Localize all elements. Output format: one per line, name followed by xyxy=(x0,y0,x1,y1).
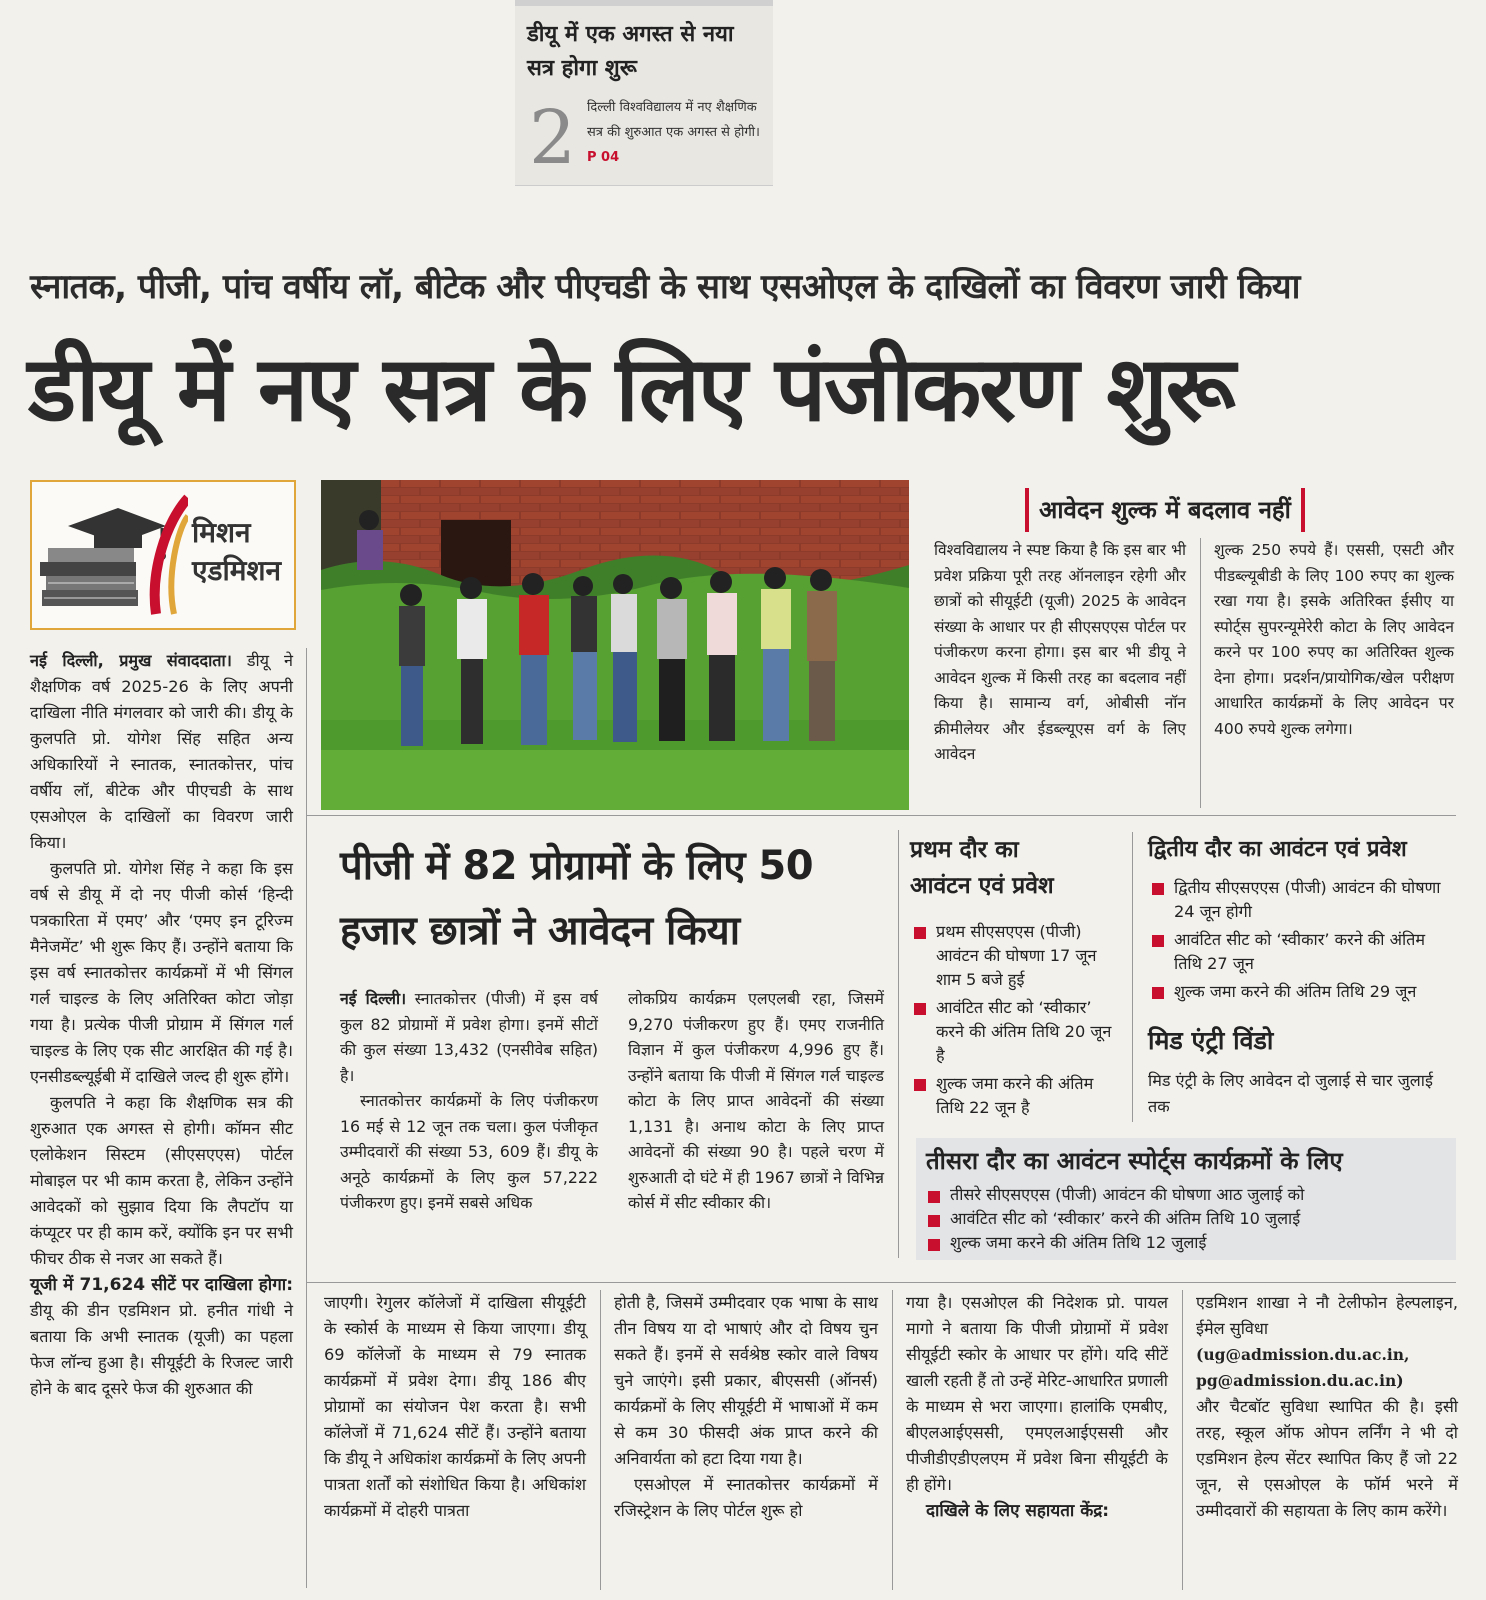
pg-article-col-1-text: स्नातकोत्तर (पीजी) में इस वर्ष कुल 82 प्रोग्रामों में प्रवेश होगा। इनमें सीटों की कुल संख्या 13,432 (एनसीवेब सहित) है। xyxy=(340,989,598,1085)
main-article-p4-text: डीयू की डीन एडमिशन प्रो. हनीत गांधी ने बताया कि अभी स्नातक (यूजी) का पहला फेज लॉन्च हुआ है। सीयूईटी के रिजल्ट जारी होने के बाद दूसरे फेज की शुरुआत की xyxy=(30,1301,293,1398)
teaser-top-bar xyxy=(515,0,773,6)
main-article-col-4 xyxy=(906,1290,1168,1524)
pg-article-col-1-p1 xyxy=(340,986,598,1088)
main-article-col-5-text-b: और चैटबॉट सुविधा स्थापित की है। इसी तरह, स्कूल ऑफ ओपन लर्निंग ने भी दो एडमिशन हेल्प सेंटर स्थापित किए हैं जो 22 जून, से एसओएल के फॉर्म भरने में उम्मीदवारों की सहायता के लिए काम करेंगे। xyxy=(1196,1397,1458,1520)
fee-box-col-1-text: विश्वविद्यालय ने स्पष्ट किया है कि इस बार भी प्रवेश प्रक्रिया पूरी तरह ऑनलाइन रहेगी और छात्रों को सीयूईटी (यूजी) 2025 के आवेदन संख्या के आधार पर ही सीएसएएस पोर्टल पर पंजीकरण करना होगा। इस बार भी डीयू ने आवेदन शुल्क में किसी तरह का बदलाव नहीं किया है। सामान्य वर्ग, ओबीसी नॉन क्रीमीलेयर और ईडब्ल्यूएस वर्ग के लिए आवेदन xyxy=(934,541,1186,763)
pg-article-col-2-text: लोकप्रिय कार्यक्रम एलएलबी रहा, जिसमें 9,270 पंजीकरण हुए हैं। एमए राजनीति विज्ञान में कुल पंजीकरण 4,996 हुए हैं। उन्होंने बताया कि पीजी में सिंगल गर्ल चाइल्ड कोटा के लिए प्राप्त आवेदनों की संख्या 1,131 है। अनाथ कोटा के लिए प्राप्त आवेदनों की संख्या 90 है। पहले चरण में शुरुआती दो घंटे में ही 1967 छात्रों ने विभिन्न कोर्स में सीट स्वीकार की। xyxy=(628,989,884,1212)
round2-title: द्वितीय दौर का आवंटन एवं प्रवेश xyxy=(1148,837,1407,862)
main-article-dateline: नई दिल्ली, प्रमुख संवाददाता। xyxy=(30,651,232,670)
round3-item: आवंटित सीट को ‘स्वीकार’ करने की अंतिम तिथि 10 जुलाई xyxy=(924,1208,1444,1230)
fee-box-col-2-text: शुल्क 250 रुपये हैं। एससी, एसटी और पीडब्ल्यूबीडी के लिए 100 रुपए का शुल्क रखा गया है। इसके अतिरिक्त ईसीए या स्पोर्ट्स सुपरन्यूमेरेरी कोटा के लिए आवेदन करने पर 100 रुपए का अतिरिक्त शुल्क देना होगा। प्रदर्शन/प्रायोगिक/खेल परीक्षण आधारित कार्यक्रमों के लिए आवेदन पर 400 रुपये शुल्क लगेगा। xyxy=(1214,541,1454,738)
round3-sports-box xyxy=(916,1138,1456,1260)
main-article-col-4-text: गया है। एसओएल की निदेशक प्रो. पायल मागो ने बताया कि पीजी प्रोग्रामों में प्रवेश सीयूईटी स्कोर के आधार पर होंगे। यदि सीटें खाली रहती हैं तो उन्हें मेरिट-आधारित प्रणाली के माध्यम से भरा जाएगा। हालांकि एमबीए, बीएलआईएससी, एमएलआईएससी और पीजीडीएडीएलएम में प्रवेश बिना सीयूईटी के ही होंगे। xyxy=(906,1293,1168,1494)
round1-title xyxy=(910,832,1120,904)
round3-item: शुल्क जमा करने की अंतिम तिथि 12 जुलाई xyxy=(924,1232,1444,1254)
teaser-body xyxy=(587,95,767,170)
teaser-body-text: दिल्ली विश्वविद्यालय में नए शैक्षणिक सत्र की शुरुआत एक अगस्त से होगी। xyxy=(587,100,760,140)
round1-item: आवंटित सीट को ‘स्वीकार’ करने की अंतिम तिथि 20 जून है xyxy=(910,996,1118,1068)
main-article-p1 xyxy=(30,648,293,856)
main-article-col-5 xyxy=(1196,1290,1458,1524)
round3-list xyxy=(924,1184,1444,1256)
main-article-col-5-text: एडमिशन शाखा ने नौ टेलीफोन हेल्पलाइन, ईमेल सुविधा xyxy=(1196,1293,1458,1338)
mid-entry-text: मिड एंट्री के लिए आवेदन दो जुलाई से चार जुलाई तक xyxy=(1148,1071,1433,1116)
round1-list xyxy=(910,920,1118,1124)
teaser-page-ref[interactable]: P 04 xyxy=(587,150,620,165)
round2-item: शुल्क जमा करने की अंतिम तिथि 29 जून xyxy=(1148,980,1454,1004)
round1-item: प्रथम सीएसएएस (पीजी) आवंटन की घोषणा 17 जून शाम 5 बजे हुई xyxy=(910,920,1118,992)
main-article-col-3-text: होती है, जिसमें उम्मीदवार एक भाषा के साथ तीन विषय या दो भाषाएं और दो विषय चुन सकते हैं। इनमें से सर्वश्रेष्ठ स्कोर वाले विषय चुने जाएंगे। इसी प्रकार, बीएससी (ऑनर्स) कार्यक्रमों के लिए सीयूईटी में भाषाओं में कम से कम 30 फीसदी अंक प्राप्त करने की अनिवार्यता को हटा दिया गया है। xyxy=(614,1293,878,1468)
main-article-p4 xyxy=(30,1272,293,1402)
fee-box-col-2 xyxy=(1214,538,1454,742)
round2-list xyxy=(1148,876,1454,1008)
logo-text xyxy=(192,514,287,590)
round3-title: तीसरा दौर का आवंटन स्पोर्ट्स कार्यक्रमों के लिए xyxy=(926,1147,1343,1175)
round2-item: आवंटित सीट को ‘स्वीकार’ करने की अंतिम तिथि 27 जून xyxy=(1148,928,1454,976)
pg-article-col-2 xyxy=(628,986,884,1216)
round1-title-line-2: आवंटन एवं प्रवेश xyxy=(910,873,1054,899)
main-article-col-3-text-b: एसओएल में स्नातकोत्तर कार्यक्रमों में रजिस्ट्रेशन के लिए पोर्टल शुरू हो xyxy=(614,1475,878,1520)
logo-line-1: मिशन xyxy=(192,516,251,549)
round3-item: तीसरे सीएसएएस (पीजी) आवंटन की घोषणा आठ जुलाई को xyxy=(924,1184,1444,1206)
pg-article-col-1-p2: स्नातकोत्तर कार्यक्रमों के लिए पंजीकरण 16 मई से 12 जून तक चला। कुल पंजीकृत उम्मीदवारों की संख्या 53, 609 हैं। डीयू के अनूठे कार्यक्रमों के लिए कुल 57,222 पंजीकरण हुए। इनमें सबसे अधिक xyxy=(340,1091,598,1212)
main-article-col-3 xyxy=(614,1290,878,1524)
books-graduation-cap-icon xyxy=(38,492,188,618)
divider-col1 xyxy=(306,648,307,1588)
ug-seats-subhead: यूजी में 71,624 सीटें पर दाखिला होगा: xyxy=(30,1275,293,1295)
logo-line-2: एडमिशन xyxy=(192,554,282,587)
main-article-p1-text: डीयू ने शैक्षणिक वर्ष 2025-26 के लिए अपनी दाखिला नीति मंगलवार को जारी की। डीयू के कुलपति प्रो. योगेश सिंह सहित अन्य अधिकारियों ने स्नातक, स्नातकोत्तर, पांच वर्षीय लॉ, बीटेक और पीएचडी के साथ एसओएल के दाखिलों का विवरण जारी किया। xyxy=(30,651,293,852)
pg-article-headline: पीजी में 82 प्रोग्रामों के लिए 50 हजार छात्रों ने आवेदन किया xyxy=(340,843,814,954)
main-article-col-2 xyxy=(324,1290,586,1524)
divider-rounds xyxy=(1132,832,1133,1122)
students-walking-photo xyxy=(321,480,909,810)
strap-line: स्नातक, पीजी, पांच वर्षीय लॉ, बीटेक और पीएचडी के साथ एसओएल के दाखिलों का विवरण जारी किया xyxy=(30,267,1300,307)
round1-item: शुल्क जमा करने की अंतिम तिथि 22 जून है xyxy=(910,1072,1118,1120)
round2-item: द्वितीय सीएसएएस (पीजी) आवंटन की घोषणा 24 जून होगी xyxy=(1148,876,1454,924)
round1-title-line-1: प्रथम दौर का xyxy=(910,837,1019,863)
divider-lower-3 xyxy=(1182,1290,1183,1590)
main-headline: डीयू में नए सत्र के लिए पंजीकरण शुरू xyxy=(28,337,1234,442)
main-article-p3: कुलपति ने कहा कि शैक्षणिक सत्र की शुरुआत एक अगस्त से होगी। कॉमन सीट एलोकेशन सिस्टम (सीएसएएस) पोर्टल मोबाइल पर भी काम करता है, लेकिन उन्होंने आवेदकों को सुझाव दिया कि लैपटॉप या कंप्यूटर पर ही काम करें, क्योंकि इन पर सभी फीचर ठीक से नजर आ सकते हैं। xyxy=(30,1093,293,1268)
helpdesk-emails[interactable]: (ug@admission.du.ac.in, pg@admission.du.ac.in) xyxy=(1196,1345,1410,1390)
divider-pg xyxy=(898,830,899,1258)
divider-lower-2 xyxy=(892,1290,893,1590)
main-article-col-1 xyxy=(30,648,293,1402)
fee-box-col-1 xyxy=(934,538,1186,768)
teaser-headline: डीयू में एक अगस्त से नया सत्र होगा शुरू xyxy=(527,22,734,81)
mid-entry-title: मिड एंट्री विंडो xyxy=(1148,1026,1274,1055)
mission-admission-logo xyxy=(30,480,296,630)
main-article-p2: कुलपति प्रो. योगेश सिंह ने कहा कि इस वर्ष से डीयू में दो नए पीजी कोर्स ‘हिन्दी पत्रकारिता में एमए’ और ‘एमए इन टूरिज्म मैनेजमेंट’ भी शुरू किए हैं। उन्होंने बताया कि इस वर्ष स्नातकोत्तर कार्यक्रमों में भी सिंगल गर्ल चाइल्ड के लिए अतिरिक्त कोटा जोड़ा गया है। प्रत्येक पीजी प्रोग्राम में सिंगल गर्ल चाइल्ड के लिए एक सीट आरक्षित की गई है। एनसीडब्ल्यूईबी में दाखिले जल्द ही शुरू होंगे। xyxy=(30,859,293,1086)
helpdesk-subhead: दाखिले के लिए सहायता केंद्र: xyxy=(926,1501,1110,1521)
pg-article-col-1 xyxy=(340,986,598,1216)
divider-fee-box xyxy=(1200,538,1201,808)
fee-box-title: आवेदन शुल्क में बदलाव नहीं xyxy=(1025,488,1305,532)
divider-lower-1 xyxy=(600,1290,601,1590)
students-photo xyxy=(321,480,909,810)
teaser-page-number: 2 xyxy=(529,95,577,181)
divider-under-photo xyxy=(306,815,1456,816)
teaser-box[interactable] xyxy=(515,0,773,186)
pg-article-dateline: नई दिल्ली। xyxy=(340,989,407,1008)
main-article-col-2-text: जाएगी। रेगुलर कॉलेजों में दाखिला सीयूईटी के स्कोर्स के माध्यम से किया जाएगा। डीयू 69 कॉलेजों के माध्यम से 79 स्नातक कार्यक्रमों में प्रवेश देगा। डीयू 186 बीए प्रोग्रामों का संयोजन पेश करता है। सभी कॉलेजों में 71,624 सीटें हैं। उन्होंने बताया कि डीयू ने अधिकांश कार्यक्रमों के लिए अपनी पात्रता शर्तों को संशोधित किया है। अधिकांश कार्यक्रमों में दोहरी पात्रता xyxy=(324,1293,586,1520)
divider-lower-section xyxy=(306,1282,1456,1283)
